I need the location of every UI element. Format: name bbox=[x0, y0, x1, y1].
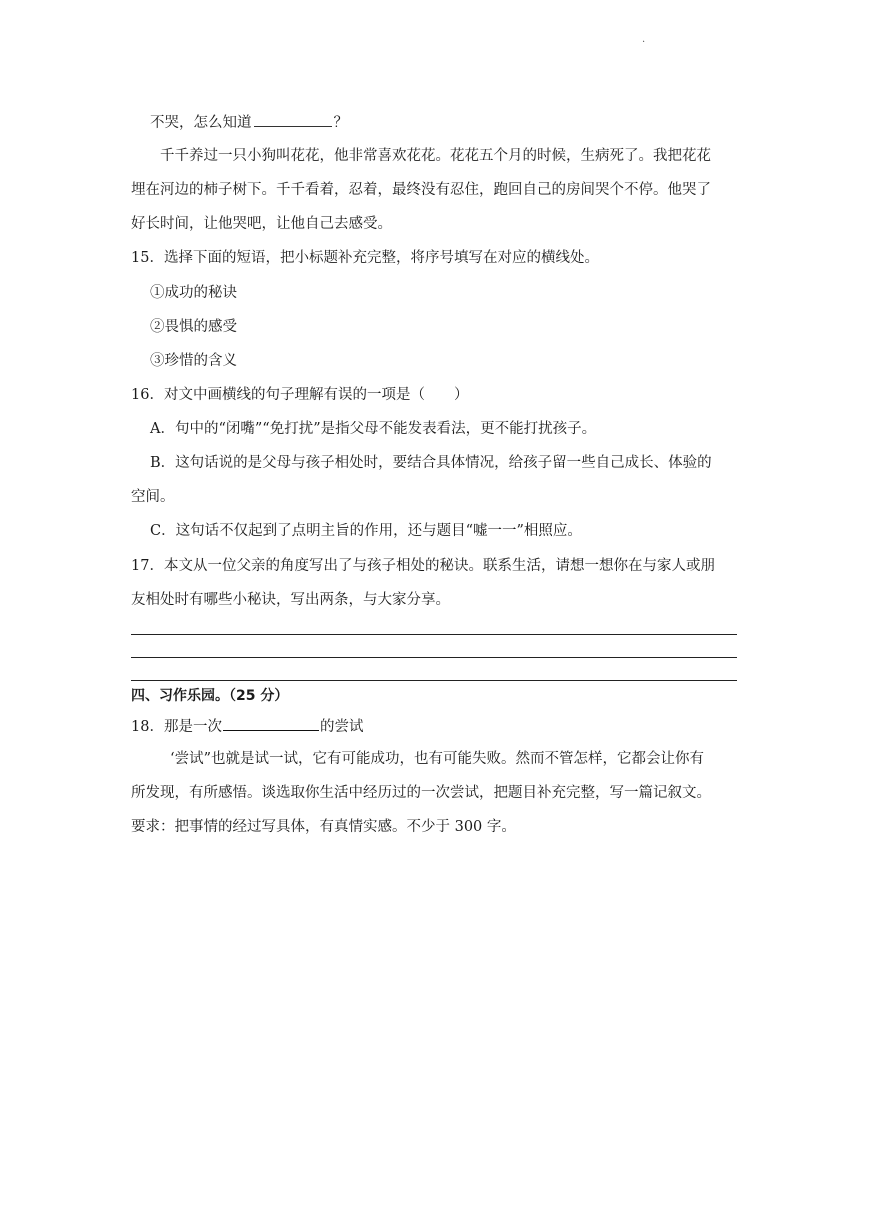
question-16-option-a[interactable]: A．句中的“闭嘴”“免打扰”是指父母不能发表看法，更不能打扰孩子。 bbox=[150, 421, 597, 437]
passage-para-2-line-2: 埋在河边的柿子树下。千千看着，忍着，最终没有忍住，跑回自己的房间哭个不停。他哭了 bbox=[131, 182, 711, 198]
question-18-title bbox=[131, 715, 741, 737]
answer-line-3[interactable] bbox=[131, 680, 737, 681]
question-17-line-2: 友相处时有哪些小秘诀，写出两条，与大家分享。 bbox=[131, 592, 450, 608]
question-18-title-before: 18．那是一次 bbox=[131, 719, 222, 735]
question-15-option-3: ③珍惜的含义 bbox=[150, 353, 237, 369]
passage-line-1-before: 不哭，怎么知道 bbox=[150, 115, 252, 131]
question-16-option-b-line-2: 空间。 bbox=[131, 489, 175, 505]
answer-blank[interactable] bbox=[254, 112, 332, 127]
answer-line-1[interactable] bbox=[131, 634, 737, 635]
passage-para-2-line-1: 千千养过一只小狗叫花花，他非常喜欢花花。花花五个月的时候，生病死了。我把花花 bbox=[160, 148, 711, 164]
question-15-stem: 15．选择下面的短语，把小标题补充完整，将序号填写在对应的横线处。 bbox=[131, 250, 599, 266]
title-blank[interactable] bbox=[223, 715, 319, 731]
passage-line-1-after: ？ bbox=[333, 115, 348, 131]
question-16-stem: 16．对文中画横线的句子理解有误的一项是（ ） bbox=[131, 387, 469, 403]
section-4-title: 四、习作乐园。（25 分） bbox=[131, 688, 289, 704]
question-16-option-b-line-1[interactable]: B．这句话说的是父母与孩子相处时，要结合具体情况，给孩子留一些自己成长、体验的 bbox=[150, 455, 712, 471]
header-dot: . bbox=[642, 34, 646, 45]
question-17-line-1: 17．本文从一位父亲的角度写出了与孩子相处的秘诀。联系生活，请想一想你在与家人或朋 bbox=[131, 558, 715, 574]
question-16-option-c[interactable]: C．这句话不仅起到了点明主旨的作用，还与题目“嘘一一”相照应。 bbox=[150, 523, 582, 539]
question-15-option-2: ②畏惧的感受 bbox=[150, 319, 237, 335]
question-18-prompt-line-3: 要求：把事情的经过写具体，有真情实感。不少于 300 字。 bbox=[131, 819, 516, 835]
question-18-prompt-line-1: ‘尝试”也就是试一试，它有可能成功，也有可能失败。然而不管怎样，它都会让你有 bbox=[170, 751, 705, 767]
answer-line-2[interactable] bbox=[131, 657, 737, 658]
passage-line-1 bbox=[150, 112, 760, 133]
question-18-title-after: 的尝试 bbox=[319, 719, 364, 735]
question-15-option-1: ①成功的秘诀 bbox=[150, 285, 237, 301]
question-18-prompt-line-2: 所发现，有所感悟。谈选取你生活中经历过的一次尝试，把题目补充完整，写一篇记叙文。 bbox=[131, 785, 711, 801]
passage-para-2-line-3: 好长时间，让他哭吧，让他自己去感受。 bbox=[131, 216, 392, 232]
